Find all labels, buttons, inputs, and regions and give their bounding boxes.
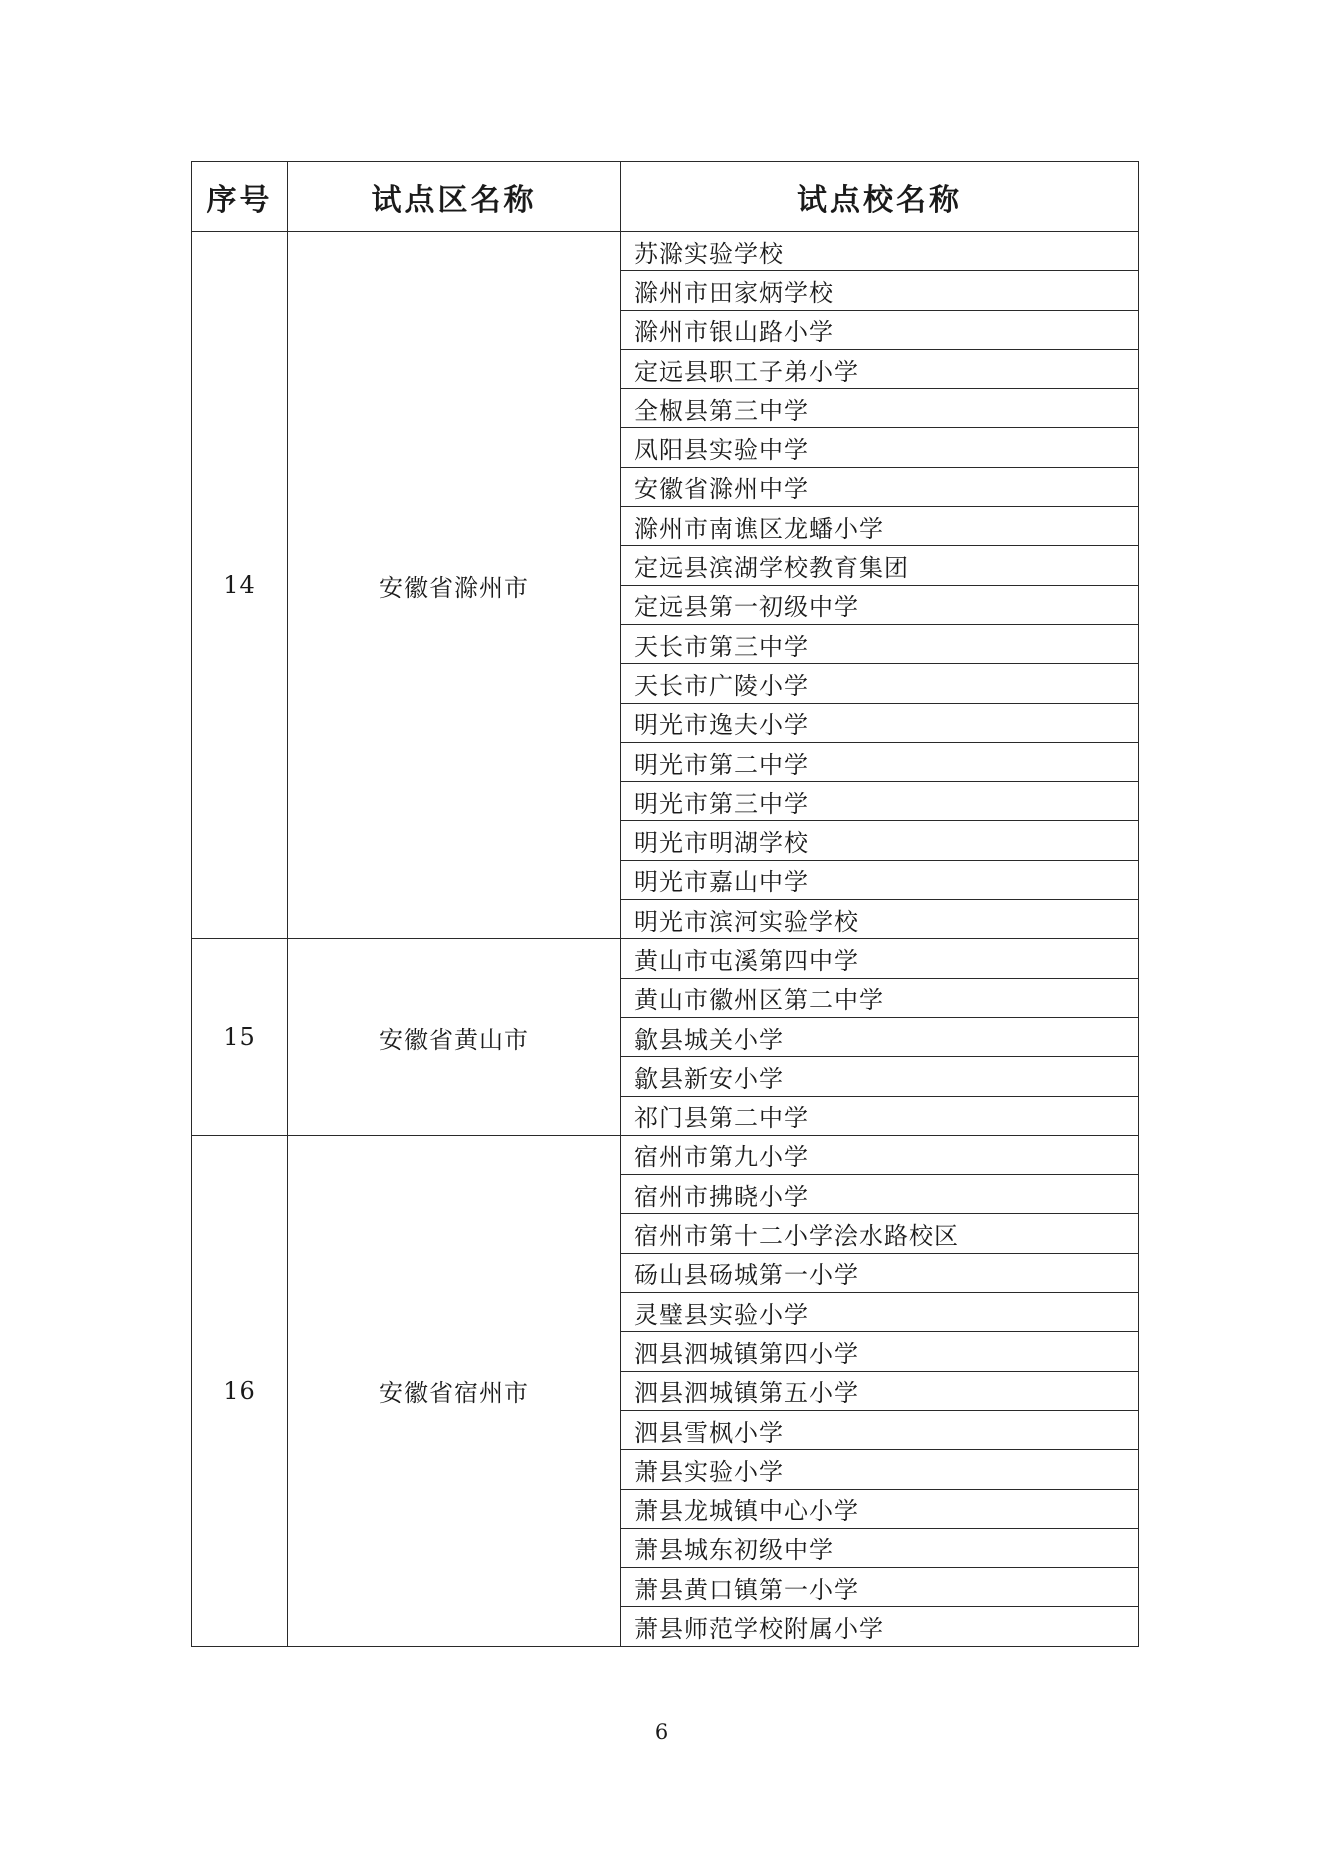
school-name-cell: 宿州市第九小学 (621, 1135, 1139, 1174)
table-row (192, 232, 1139, 271)
school-name-cell: 明光市滨河实验学校 (621, 900, 1139, 939)
school-name-cell: 天长市第三中学 (621, 624, 1139, 663)
school-name-cell: 宿州市第十二小学浍水路校区 (621, 1214, 1139, 1253)
school-name-cell: 定远县滨湖学校教育集团 (621, 546, 1139, 585)
school-name-cell: 萧县城东初级中学 (621, 1528, 1139, 1567)
school-name-cell: 凤阳县实验中学 (621, 428, 1139, 467)
school-name-cell: 泗县雪枫小学 (621, 1410, 1139, 1449)
school-name-cell: 萧县龙城镇中心小学 (621, 1489, 1139, 1528)
school-name-cell: 滁州市银山路小学 (621, 310, 1139, 349)
header-region-name: 试点区名称 (288, 162, 621, 232)
school-name-cell: 定远县第一初级中学 (621, 585, 1139, 624)
school-name-cell: 萧县黄口镇第一小学 (621, 1568, 1139, 1607)
school-name-cell: 滁州市田家炳学校 (621, 271, 1139, 310)
school-name-cell: 天长市广陵小学 (621, 664, 1139, 703)
table-header (192, 162, 1139, 232)
group-seq-cell: 14 (192, 232, 288, 939)
school-name-cell: 全椒县第三中学 (621, 389, 1139, 428)
header-row (192, 162, 1139, 232)
school-name-cell: 明光市嘉山中学 (621, 860, 1139, 899)
school-name-cell: 定远县职工子弟小学 (621, 349, 1139, 388)
school-name-cell: 明光市逸夫小学 (621, 703, 1139, 742)
group-seq-cell: 15 (192, 939, 288, 1135)
group-region-cell: 安徽省滁州市 (288, 232, 621, 939)
school-name-cell: 萧县实验小学 (621, 1450, 1139, 1489)
school-name-cell: 黄山市徽州区第二中学 (621, 978, 1139, 1017)
header-school-name: 试点校名称 (621, 162, 1139, 232)
table-row (192, 939, 1139, 978)
school-name-cell: 泗县泗城镇第四小学 (621, 1332, 1139, 1371)
school-name-cell: 歙县新安小学 (621, 1057, 1139, 1096)
group-region-cell: 安徽省宿州市 (288, 1135, 621, 1646)
school-name-cell: 明光市第二中学 (621, 742, 1139, 781)
school-name-cell: 明光市第三中学 (621, 782, 1139, 821)
school-name-cell: 歙县城关小学 (621, 1017, 1139, 1056)
header-seq: 序号 (192, 162, 288, 232)
pilot-schools-table (191, 161, 1139, 1647)
table-row (192, 1135, 1139, 1174)
page-number: 6 (654, 1720, 669, 1744)
school-name-cell: 泗县泗城镇第五小学 (621, 1371, 1139, 1410)
table-body (192, 232, 1139, 1647)
school-name-cell: 宿州市拂晓小学 (621, 1175, 1139, 1214)
school-name-cell: 祁门县第二中学 (621, 1096, 1139, 1135)
school-name-cell: 明光市明湖学校 (621, 821, 1139, 860)
school-name-cell: 灵璧县实验小学 (621, 1293, 1139, 1332)
school-name-cell: 黄山市屯溪第四中学 (621, 939, 1139, 978)
group-seq-cell: 16 (192, 1135, 288, 1646)
school-name-cell: 滁州市南谯区龙蟠小学 (621, 507, 1139, 546)
school-name-cell: 砀山县砀城第一小学 (621, 1253, 1139, 1292)
school-name-cell: 萧县师范学校附属小学 (621, 1607, 1139, 1646)
group-region-cell: 安徽省黄山市 (288, 939, 621, 1135)
school-name-cell: 安徽省滁州中学 (621, 467, 1139, 506)
school-name-cell: 苏滁实验学校 (621, 232, 1139, 271)
